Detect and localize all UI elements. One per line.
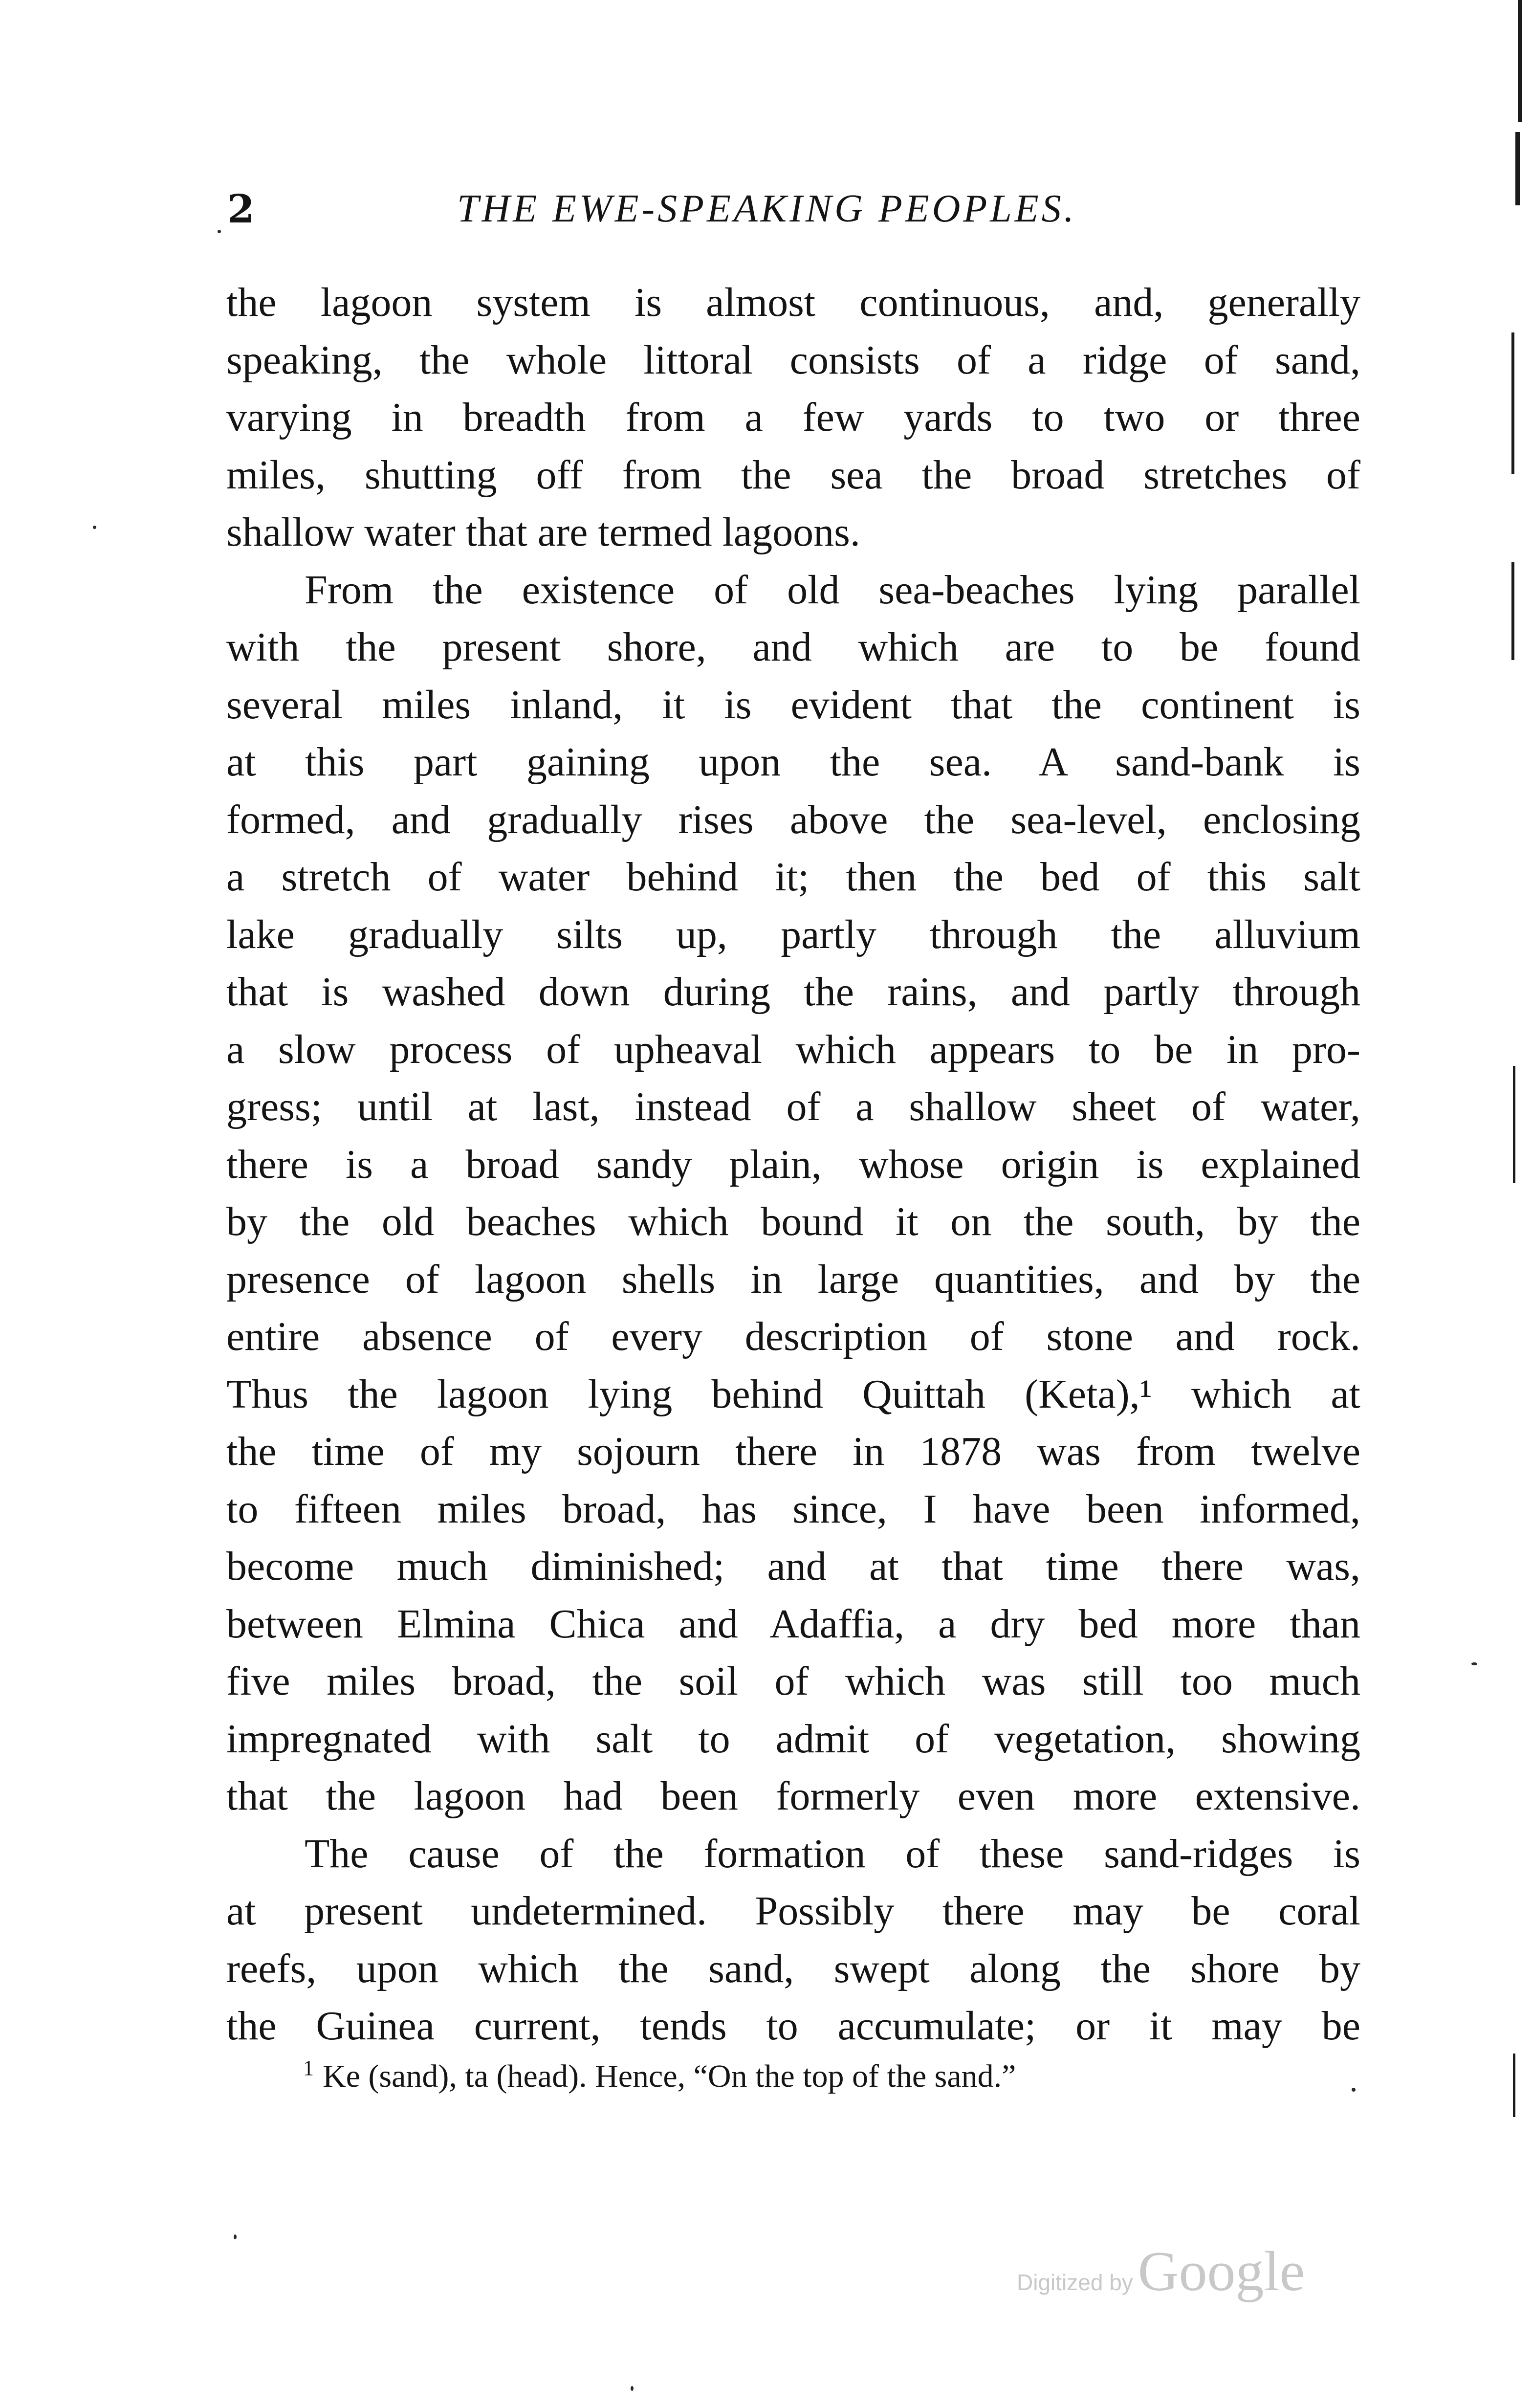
watermark-prefix: Digitized by — [1017, 2270, 1133, 2295]
text-line: The cause of the formation of these sand-ridges is — [305, 1831, 1360, 1877]
watermark-brand: Google — [1138, 2240, 1305, 2303]
footnote-marker: 1 — [303, 2056, 314, 2080]
text-line: gress; until at last, instead of a shallow sheet of water, — [226, 1084, 1360, 1129]
text-line: Thus the lagoon lying behind Quittah (Keta),¹ which at — [226, 1371, 1360, 1417]
text-line: with the present shore, and which are to be found — [226, 624, 1360, 670]
text-line: become much diminished; and at that time there was, — [226, 1544, 1360, 1589]
text-line: reefs, upon which the sand, swept along the shore by — [226, 1945, 1360, 1991]
body-text — [226, 274, 1360, 2055]
scan-edge-mark — [1518, 0, 1522, 122]
text-line: there is a broad sandy plain, whose origin is explained — [226, 1141, 1360, 1187]
digitization-watermark — [1017, 2239, 1305, 2304]
scan-speck — [234, 2234, 237, 2239]
scan-speck — [93, 526, 96, 529]
text-line: the Guinea current, tends to accumulate; or it may be — [226, 2003, 1360, 2049]
scan-speck — [631, 2386, 634, 2391]
text-line: that the lagoon had been formerly even more extensive. — [226, 1773, 1360, 1819]
text-line: varying in breadth from a few yards to two or three — [226, 395, 1360, 440]
text-line: at this part gaining upon the sea. A sand-bank is — [226, 739, 1360, 785]
text-line: a stretch of water behind it; then the bed of this salt — [226, 854, 1360, 900]
scan-edge-mark — [1513, 2054, 1515, 2117]
text-line: several miles inland, it is evident that the continent is — [226, 682, 1360, 728]
text-line: that is washed down during the rains, and partly through — [226, 969, 1360, 1015]
scan-speck — [1471, 1662, 1477, 1665]
scan-edge-mark — [1511, 562, 1514, 660]
scan-speck — [218, 230, 221, 233]
text-line: speaking, the whole littoral consists of a ridge of sand, — [226, 337, 1360, 383]
text-line: lake gradually silts up, partly through the alluvium — [226, 911, 1360, 957]
text-line: between Elmina Chica and Adaffia, a dry bed more than — [226, 1601, 1360, 1647]
running-header — [227, 182, 1352, 241]
scan-edge-mark — [1513, 1066, 1515, 1183]
text-line: the lagoon system is almost continuous, and, generally — [226, 280, 1360, 325]
running-title: THE EWE-SPEAKING PEOPLES. — [457, 187, 1077, 230]
footnote — [303, 2046, 1016, 2099]
text-line: shallow water that are termed lagoons. — [226, 509, 860, 555]
footnote-text: Ke (sand), ta (head). Hence, “On the top of the sand.” — [323, 2058, 1016, 2094]
text-line: to fifteen miles broad, has since, I have been informed, — [226, 1486, 1360, 1532]
text-line: by the old beaches which bound it on the south, by the — [226, 1199, 1360, 1244]
text-line: miles, shutting off from the sea the broad stretches of — [226, 452, 1360, 498]
scan-edge-mark — [1515, 132, 1520, 205]
text-line: impregnated with salt to admit of vegetation, showing — [226, 1716, 1360, 1762]
page-number: 2 — [227, 186, 255, 232]
text-line: a slow process of upheaval which appears to be in pro- — [226, 1026, 1360, 1072]
text-line: the time of my sojourn there in 1878 was from twelve — [226, 1429, 1360, 1474]
scan-edge-mark — [1511, 332, 1514, 474]
text-line: five miles broad, the soil of which was still too much — [226, 1658, 1360, 1704]
scan-speck — [1352, 2088, 1356, 2092]
text-line: presence of lagoon shells in large quantities, and by the — [226, 1256, 1360, 1302]
text-line: formed, and gradually rises above the sea-level, enclosing — [226, 796, 1360, 842]
text-line: From the existence of old sea-beaches lying parallel — [305, 567, 1360, 613]
text-line: entire absence of every description of stone and rock. — [226, 1314, 1360, 1359]
text-line: at present undetermined. Possibly there may be coral — [226, 1888, 1360, 1934]
